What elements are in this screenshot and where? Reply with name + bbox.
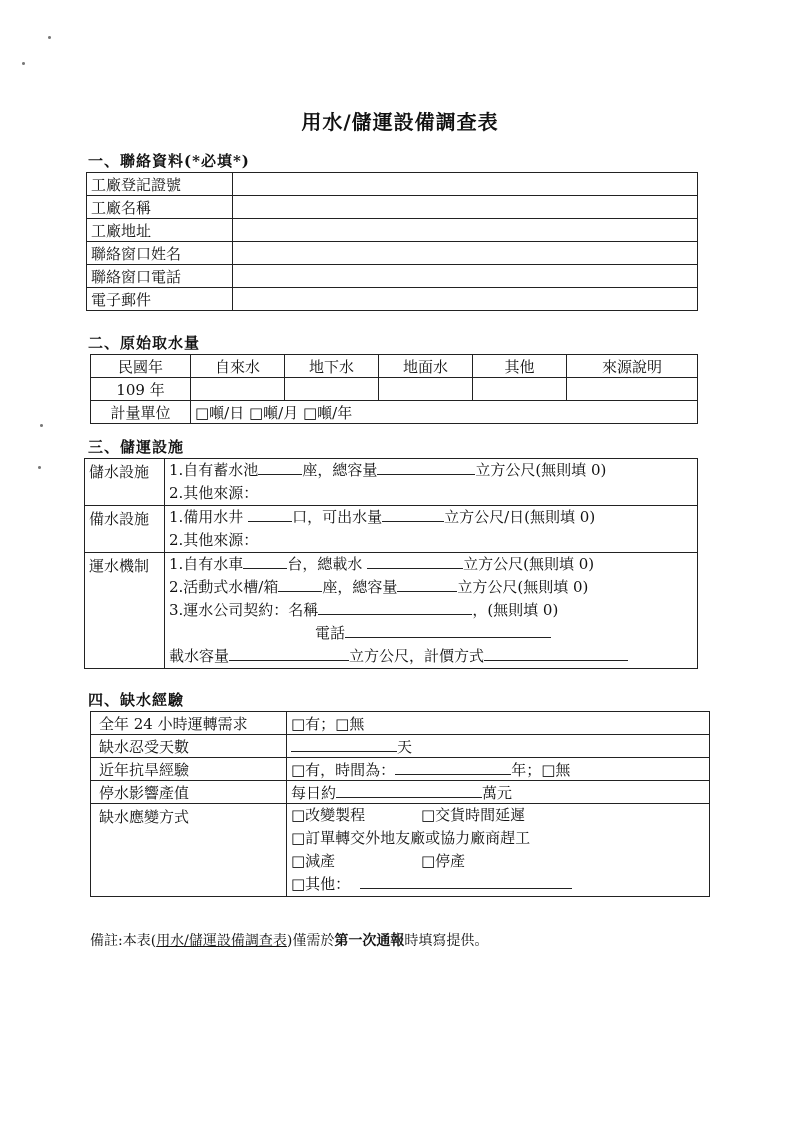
label-backup-facility: 備水設施 [85,506,165,553]
contact-table [86,172,698,311]
blank-pool-count[interactable] [258,460,302,475]
table-row [91,378,698,401]
blank-drought-time[interactable] [395,760,511,775]
backup-line-2: 2.其他來源： [169,531,259,549]
label-output-impact: 停水影響產值 [91,781,287,804]
section-heading-storage: 三、儲運設施 [88,438,185,456]
table-row [85,459,698,506]
option-delay-delivery[interactable]: □交貨時間延遲 [421,806,526,824]
table-row: 停水影響產值 每日約 萬元 [91,781,710,804]
blank-pool-capacity[interactable] [377,460,475,475]
days-unit: 天 [397,737,413,756]
unit-label: 計量單位 [91,401,191,424]
table-row [85,553,698,669]
label-tolerance-days: 缺水忍受天數 [91,735,287,758]
label-factory-name: 工廠名稱 [87,196,233,219]
blank-company-name[interactable] [318,600,472,615]
label-drought-experience: 近年抗旱經驗 [91,758,287,781]
year-cell: 109 年 [91,378,191,401]
option-reduce-output[interactable]: □減產 [291,852,336,870]
blank-tank-count[interactable] [278,577,322,592]
table-row [87,265,698,288]
blank-company-phone[interactable] [345,623,551,638]
section-heading-water-intake: 二、原始取水量 [88,334,201,352]
label-email: 電子郵件 [87,288,233,311]
table-row: 近年抗旱經驗 □有，時間為： 年；□無 [91,758,710,781]
table-row [87,288,698,311]
col-header-source-note: 來源說明 [567,355,698,378]
table-row [91,735,710,758]
shortage-table [90,711,710,897]
scan-speck [22,62,25,65]
label-contact-phone: 聯絡窗口電話 [87,265,233,288]
blank-load-capacity[interactable] [229,646,349,661]
blank-truck-capacity[interactable] [367,554,463,569]
table-row [91,401,698,424]
label-contact-name: 聯絡窗口姓名 [87,242,233,265]
option-other[interactable]: □其他： [291,875,351,893]
input-surface-water[interactable] [379,378,473,401]
col-header-groundwater: 地下水 [285,355,379,378]
option-24h-operation[interactable]: □有；□無 [287,712,710,735]
transport-line-4: 電話 [169,622,693,645]
transport-line-2: 2.活動式水槽/箱 座，總容量 立方公尺(無則填 0) [169,578,589,596]
input-groundwater[interactable] [285,378,379,401]
input-factory-name[interactable] [233,196,698,219]
input-tap-water[interactable] [191,378,285,401]
blank-well-count[interactable] [248,507,292,522]
label-response-method: 缺水應變方式 [91,804,287,897]
option-stop-production[interactable]: □停產 [421,852,466,870]
option-transfer-orders[interactable]: □訂單轉交外地友廠或協力廠商趕工 [291,829,531,847]
footnote: 備註:本表(用水/儲運設備調查表)僅需於第一次通報時填寫提供。 [90,933,489,949]
table-row [91,804,710,897]
blank-daily-impact[interactable] [336,783,482,798]
label-factory-address: 工廠地址 [87,219,233,242]
backup-line-1: 1.備用水井 口，可出水量 立方公尺/日(無則填 0) [169,508,596,526]
table-row [87,196,698,219]
storage-table [84,458,698,669]
section-heading-contact: 一、聯絡資料(*必填*) [88,152,250,170]
table-row [87,242,698,265]
blank-well-output[interactable] [382,507,444,522]
storage-line-1: 1.自有蓄水池 座，總容量 立方公尺(無則填 0) [169,461,607,479]
col-header-surface-water: 地面水 [379,355,473,378]
input-factory-reg-no[interactable] [233,173,698,196]
input-email[interactable] [233,288,698,311]
scan-speck [38,466,41,469]
input-factory-address[interactable] [233,219,698,242]
unit-options[interactable]: □噸/日 □噸/月 □噸/年 [191,401,698,424]
input-source-note[interactable] [567,378,698,401]
table-row [87,173,698,196]
col-header-tap-water: 自來水 [191,355,285,378]
blank-tolerance-days[interactable] [291,737,397,752]
blank-pricing-method[interactable] [484,646,628,661]
water-intake-table [90,354,698,424]
option-change-process[interactable]: □改變製程 [291,806,366,824]
form-name: 用水/儲運設備調查表 [156,933,287,949]
label-storage-facility: 儲水設施 [85,459,165,506]
transport-line-5: 載水容量 立方公尺，計價方式 [169,645,693,668]
table-row [91,712,710,735]
transport-line-3: 3.運水公司契約：名稱 ，(無則填 0) [169,601,559,619]
label-24h-operation: 全年 24 小時運轉需求 [91,712,287,735]
input-other[interactable] [473,378,567,401]
page-title: 用水/儲運設備調查表 [301,110,499,134]
table-row [87,219,698,242]
label-transport-mechanism: 運水機制 [85,553,165,669]
storage-line-2: 2.其他來源： [169,484,259,502]
first-report-emphasis: 第一次通報 [334,933,405,949]
table-header-row [91,355,698,378]
input-contact-name[interactable] [233,242,698,265]
col-header-year: 民國年 [91,355,191,378]
label-factory-reg-no: 工廠登記證號 [87,173,233,196]
blank-truck-count[interactable] [243,554,287,569]
input-contact-phone[interactable] [233,265,698,288]
scan-speck [48,36,51,39]
col-header-other: 其他 [473,355,567,378]
blank-tank-capacity[interactable] [397,577,457,592]
blank-other-method[interactable] [360,874,572,889]
table-row [85,506,698,553]
section-heading-shortage: 四、缺水經驗 [88,691,185,709]
transport-line-1: 1.自有水車 台，總載水 立方公尺(無則填 0) [169,555,595,573]
scan-speck [40,424,43,427]
